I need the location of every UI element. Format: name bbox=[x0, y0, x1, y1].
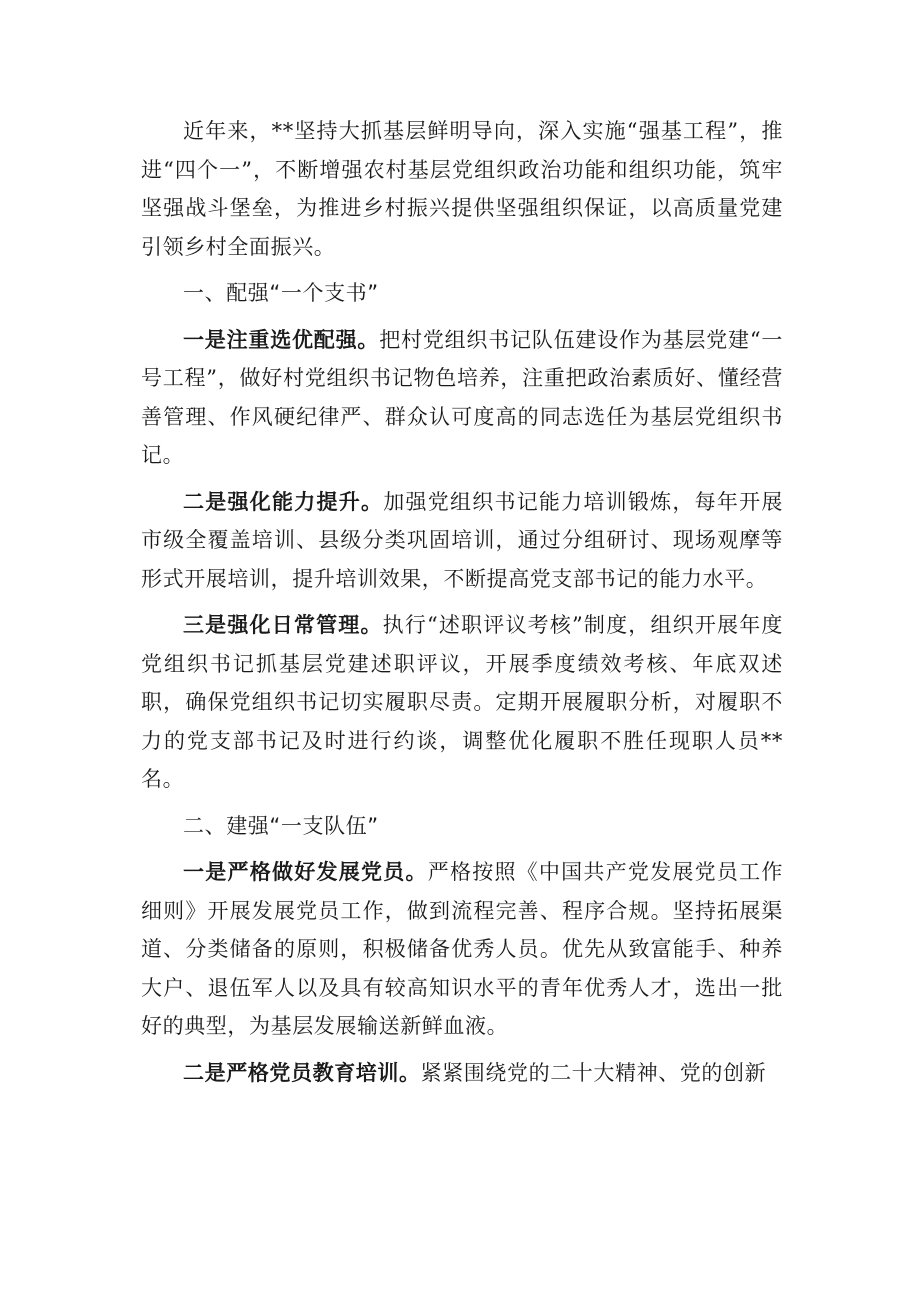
section-2-item-1 bbox=[141, 853, 783, 1046]
item-text: 严格按照《中国共产党发展党员工作细则》开展发展党员工作，做到流程完善、程序合规。坚持拓展渠道、分类储备的原则，积极储备优秀人员。优先从致富能手、种养大户、退伍军人以及具有较高知识水平的青年优秀人才，选出一批好的典型，为基层发展输送新鲜血液。 bbox=[141, 860, 783, 1038]
item-lead: 三是强化日常管理。 bbox=[183, 613, 383, 637]
section-1-heading: 一、配强“一个支书” bbox=[183, 281, 379, 305]
item-lead: 二是强化能力提升。 bbox=[183, 489, 384, 514]
document-body bbox=[141, 112, 783, 1100]
item-text: 紧紧围绕党的二十大精神、党的创新 bbox=[420, 1060, 767, 1085]
item-text: 执行“述职评议考核”制度，组织开展年度党组织书记抓基层党建述职评议，开展季度绩效考核、年底双述职，确保党组织书记切实履职尽责。定期开展履职分析，对履职不力的党支部书记及时进行约谈，调整优化履职不胜任现职人员**名。 bbox=[141, 613, 783, 791]
item-lead: 二是严格党员教育培训。 bbox=[183, 1060, 421, 1085]
item-text: 加强党组织书记能力培训锻炼，每年开展市级全覆盖培训、县级分类巩固培训，通过分组研讨、现场观摩等形式开展培训，提升培训效果，不断提高党支部书记的能力水平。 bbox=[141, 489, 783, 591]
section-2-heading: 二、建强“一支队伍” bbox=[183, 813, 379, 838]
item-lead: 一是严格做好发展党员。 bbox=[183, 860, 428, 884]
section-1-item-1 bbox=[141, 321, 783, 475]
item-lead: 一是注重选优配强。 bbox=[183, 327, 380, 352]
section-2-item-2 bbox=[141, 1054, 783, 1093]
intro-paragraph: 近年来，**坚持大抓基层鲜明导向，深入实施“强基工程”，推进“四个一”，不断增强农村基层党组织政治功能和组织功能，筑牢坚强战斗堡垒，为推进乡村振兴提供坚强组织保证，以高质量党建引领乡村全面振兴。 bbox=[141, 119, 783, 259]
item-text: 把村党组织书记队伍建设作为基层党建“一号工程”，做好村党组织书记物色培养，注重把政治素质好、懂经营善管理、作风硬纪律严、群众认可度高的同志选任为基层党组织书记。 bbox=[141, 327, 783, 467]
section-1-item-2 bbox=[141, 483, 783, 599]
section-1-item-3 bbox=[141, 606, 783, 799]
